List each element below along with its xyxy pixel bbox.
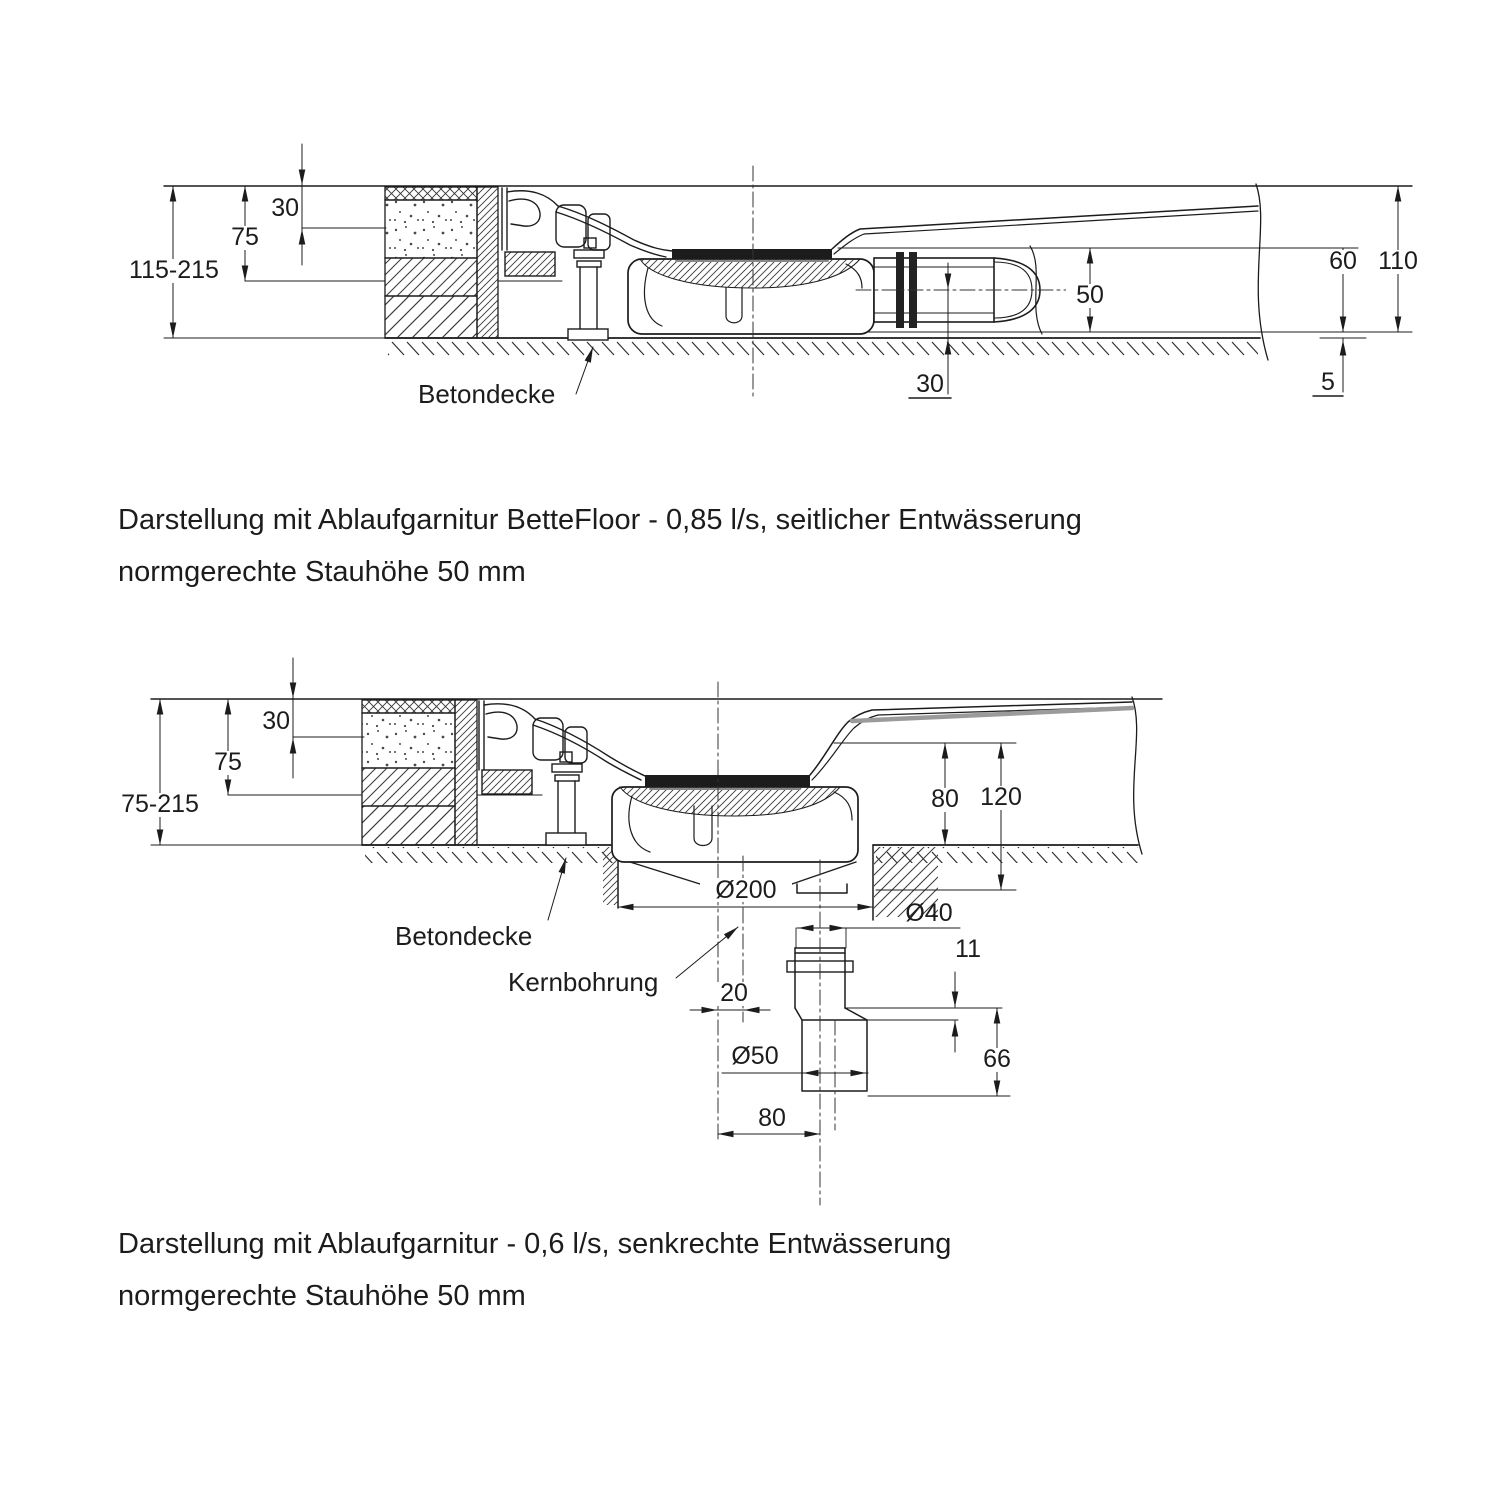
fig2-dim-80-height: 80 (931, 785, 959, 813)
fig1-caption-line2: normgerechte Stauhöhe 50 mm (118, 556, 526, 588)
fig1-dim-115-215: 115-215 (129, 256, 219, 284)
fig2-dim-75: 75 (214, 748, 242, 776)
fig1-dim-50: 50 (1076, 281, 1104, 309)
fig2-tray-slope (810, 702, 1132, 780)
fig1-dim-30-top: 30 (271, 194, 299, 222)
figure1-drawing (121, 144, 1430, 409)
fig2-dim-dia40: Ø40 (905, 899, 953, 927)
fig1-ground-hatch (388, 340, 1258, 356)
fig2-drain-cover (645, 775, 810, 787)
fig2-dim-80-offset: 80 (758, 1104, 786, 1132)
fig2-caption-line1: Darstellung mit Ablaufgarnitur - 0,6 l/s, senkrechte Entwässerung (118, 1228, 952, 1260)
fig1-dim-30-bottom: 30 (916, 370, 944, 398)
fig1-dim-5: 5 (1321, 368, 1335, 396)
fig1-dim-60: 60 (1329, 247, 1357, 275)
fig2-dim-dia50: Ø50 (731, 1042, 779, 1070)
fig2-tray-edge-assembly (479, 701, 645, 794)
fig2-kernbohrung-leader (676, 927, 738, 978)
fig1-tray-slope (832, 206, 1258, 254)
fig2-dim-30-top: 30 (262, 707, 290, 735)
fig2-outlet-stub (797, 884, 847, 893)
fig2-ground-hatch (365, 847, 618, 863)
fig1-dim-110: 110 (1378, 247, 1418, 275)
fig2-dim-66: 66 (983, 1045, 1011, 1073)
fig2-break-line (1132, 697, 1142, 854)
figure2-caption (118, 1228, 951, 1312)
fig1-dim-75: 75 (231, 223, 259, 251)
fig2-caption-line2: normgerechte Stauhöhe 50 mm (118, 1280, 526, 1312)
fig2-offset-socket-detail (787, 928, 867, 1091)
fig1-wall-section (385, 187, 498, 338)
fig2-dim-75-215: 75-215 (121, 790, 199, 818)
fig2-label-betondecke: Betondecke (395, 921, 533, 951)
figure2-drawing (111, 658, 1162, 1205)
fig2-wall-section (362, 700, 477, 845)
fig2-label-kernbohrung: Kernbohrung (508, 967, 659, 997)
fig2-betondecke-leader (548, 858, 566, 920)
fig2-dimension-labels (111, 707, 1030, 1132)
figure1-caption (118, 504, 1082, 588)
fig1-drain-trap (628, 249, 874, 334)
fig1-break-line (1256, 184, 1268, 360)
fig1-support-foot (568, 238, 608, 340)
fig1-caption-line1: Darstellung mit Ablaufgarnitur BetteFloor - 0,85 l/s, seitlicher Entwässerung (118, 504, 1082, 536)
fig2-dim-120: 120 (980, 783, 1022, 811)
fig2-dim-dia200: Ø200 (715, 876, 777, 904)
fig2-dim-11: 11 (955, 935, 981, 963)
fig2-support-foot (546, 752, 586, 845)
fig1-label-betondecke: Betondecke (418, 379, 556, 409)
fig2-dim-20: 20 (720, 979, 748, 1007)
fig1-drain-cover (672, 249, 832, 259)
